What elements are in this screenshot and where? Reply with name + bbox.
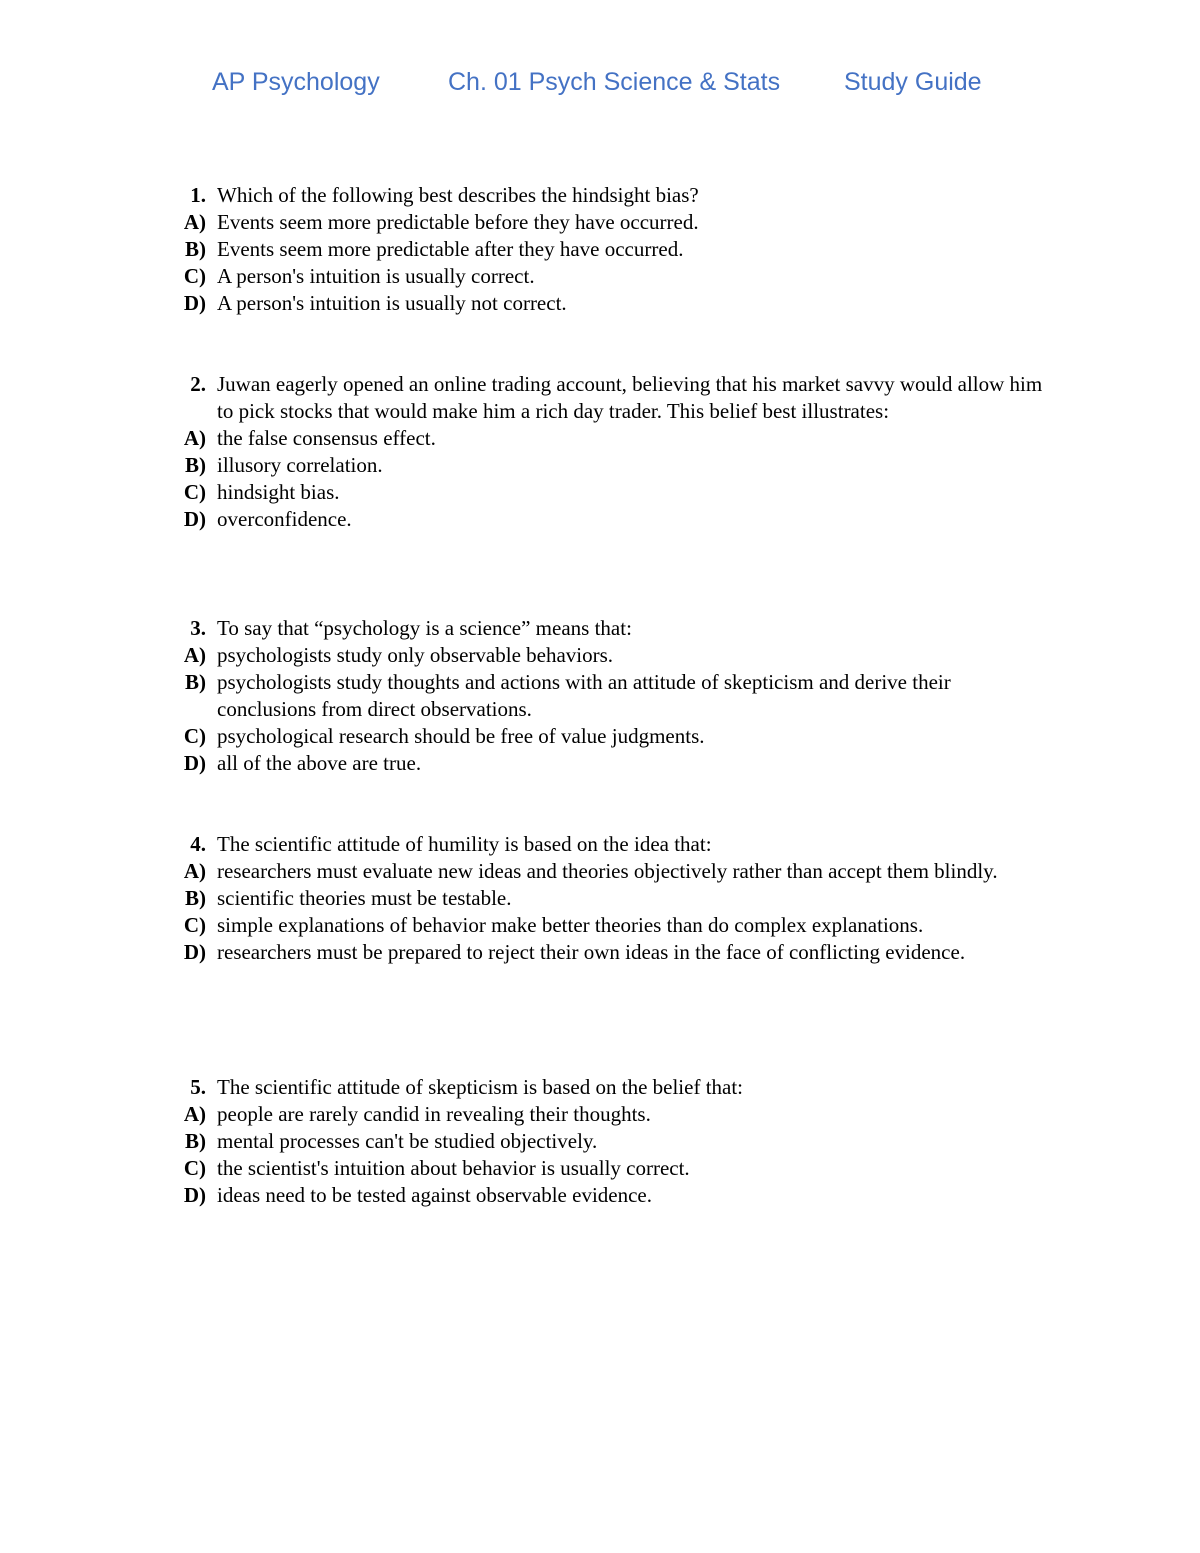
option-letter: D) — [183, 751, 206, 775]
option-text: hindsight bias. — [217, 480, 340, 504]
option-letter: A) — [183, 643, 206, 667]
option-letter: D) — [183, 1183, 206, 1207]
option-text: people are rarely candid in revealing their thoughts. — [217, 1102, 651, 1126]
option-text: psychologists study thoughts and actions with an attitude of skepticism and derive their conclusions from direct observations. — [217, 670, 951, 721]
course-title: AP Psychology — [212, 68, 380, 96]
option-letter: B) — [185, 886, 206, 910]
answer-option — [0, 1182, 1047, 1209]
answer-option — [0, 642, 1047, 669]
option-letter: C) — [183, 1156, 206, 1180]
option-text: Events seem more predictable after they have occurred. — [217, 237, 684, 261]
option-text: illusory correlation. — [217, 453, 383, 477]
option-letter: C) — [183, 480, 206, 504]
question-4 — [0, 831, 1200, 966]
answer-option — [0, 858, 1047, 885]
option-letter: B) — [185, 237, 206, 261]
answer-option — [0, 669, 1047, 723]
question-stem: The scientific attitude of skepticism is based on the belief that: — [217, 1075, 744, 1099]
answer-option — [0, 1155, 1047, 1182]
option-letter: C) — [183, 264, 206, 288]
question-stem-row — [0, 831, 1047, 858]
answer-option — [0, 723, 1047, 750]
question-stem-row — [0, 371, 1047, 425]
option-text: scientific theories must be testable. — [217, 886, 512, 910]
option-text: the false consensus effect. — [217, 426, 436, 450]
option-letter: D) — [183, 291, 206, 315]
answer-option — [0, 939, 1047, 966]
page-header — [0, 68, 1200, 104]
answer-option — [0, 425, 1047, 452]
answer-option — [0, 452, 1047, 479]
option-text: researchers must be prepared to reject their own ideas in the face of conflicting evidence. — [217, 940, 966, 964]
question-2 — [0, 371, 1200, 533]
question-stem-row — [0, 615, 1047, 642]
question-stem: The scientific attitude of humility is based on the idea that: — [217, 832, 712, 856]
answer-option — [0, 479, 1047, 506]
option-letter: A) — [183, 859, 206, 883]
answer-option — [0, 506, 1047, 533]
question-stem: To say that “psychology is a science” means that: — [217, 616, 632, 640]
answer-option — [0, 290, 1047, 317]
option-text: ideas need to be tested against observable evidence. — [217, 1183, 652, 1207]
answer-option — [0, 750, 1047, 777]
option-letter: D) — [183, 940, 206, 964]
option-letter: C) — [183, 913, 206, 937]
answer-option — [0, 1101, 1047, 1128]
question-1 — [0, 182, 1200, 317]
guide-title: Study Guide — [844, 68, 982, 96]
answer-option — [0, 912, 1047, 939]
option-letter: A) — [183, 1102, 206, 1126]
option-letter: C) — [183, 724, 206, 748]
option-letter: B) — [185, 453, 206, 477]
answer-option — [0, 885, 1047, 912]
question-5 — [0, 1074, 1200, 1209]
answer-option — [0, 263, 1047, 290]
question-stem-row — [0, 182, 1047, 209]
question-stem: Which of the following best describes the hindsight bias? — [217, 183, 699, 207]
option-text: researchers must evaluate new ideas and theories objectively rather than accept them blindly. — [217, 859, 998, 883]
option-text: Events seem more predictable before they have occurred. — [217, 210, 699, 234]
option-text: overconfidence. — [217, 507, 352, 531]
question-number: 4. — [190, 832, 206, 856]
option-letter: D) — [183, 507, 206, 531]
question-3 — [0, 615, 1200, 777]
question-number: 1. — [190, 183, 206, 207]
option-text: psychologists study only observable behaviors. — [217, 643, 614, 667]
chapter-title: Ch. 01 Psych Science & Stats — [448, 68, 781, 96]
option-text: all of the above are true. — [217, 751, 422, 775]
question-number: 2. — [190, 372, 206, 396]
question-stem-row — [0, 1074, 1047, 1101]
option-text: A person's intuition is usually correct. — [217, 264, 535, 288]
option-letter: B) — [185, 1129, 206, 1153]
answer-option — [0, 1128, 1047, 1155]
option-text: A person's intuition is usually not correct. — [217, 291, 567, 315]
option-letter: A) — [183, 210, 206, 234]
answer-option — [0, 209, 1047, 236]
option-text: mental processes can't be studied objectively. — [217, 1129, 598, 1153]
question-number: 5. — [190, 1075, 206, 1099]
question-stem: Juwan eagerly opened an online trading account, believing that his market savvy would allow him to pick stocks that would make him a rich day trader. This belief best illustrates: — [217, 372, 1043, 423]
option-text: simple explanations of behavior make better theories than do complex explanations. — [217, 913, 924, 937]
option-text: the scientist's intuition about behavior is usually correct. — [217, 1156, 690, 1180]
option-text: psychological research should be free of value judgments. — [217, 724, 705, 748]
option-letter: B) — [185, 670, 206, 694]
option-letter: A) — [183, 426, 206, 450]
answer-option — [0, 236, 1047, 263]
question-number: 3. — [190, 616, 206, 640]
